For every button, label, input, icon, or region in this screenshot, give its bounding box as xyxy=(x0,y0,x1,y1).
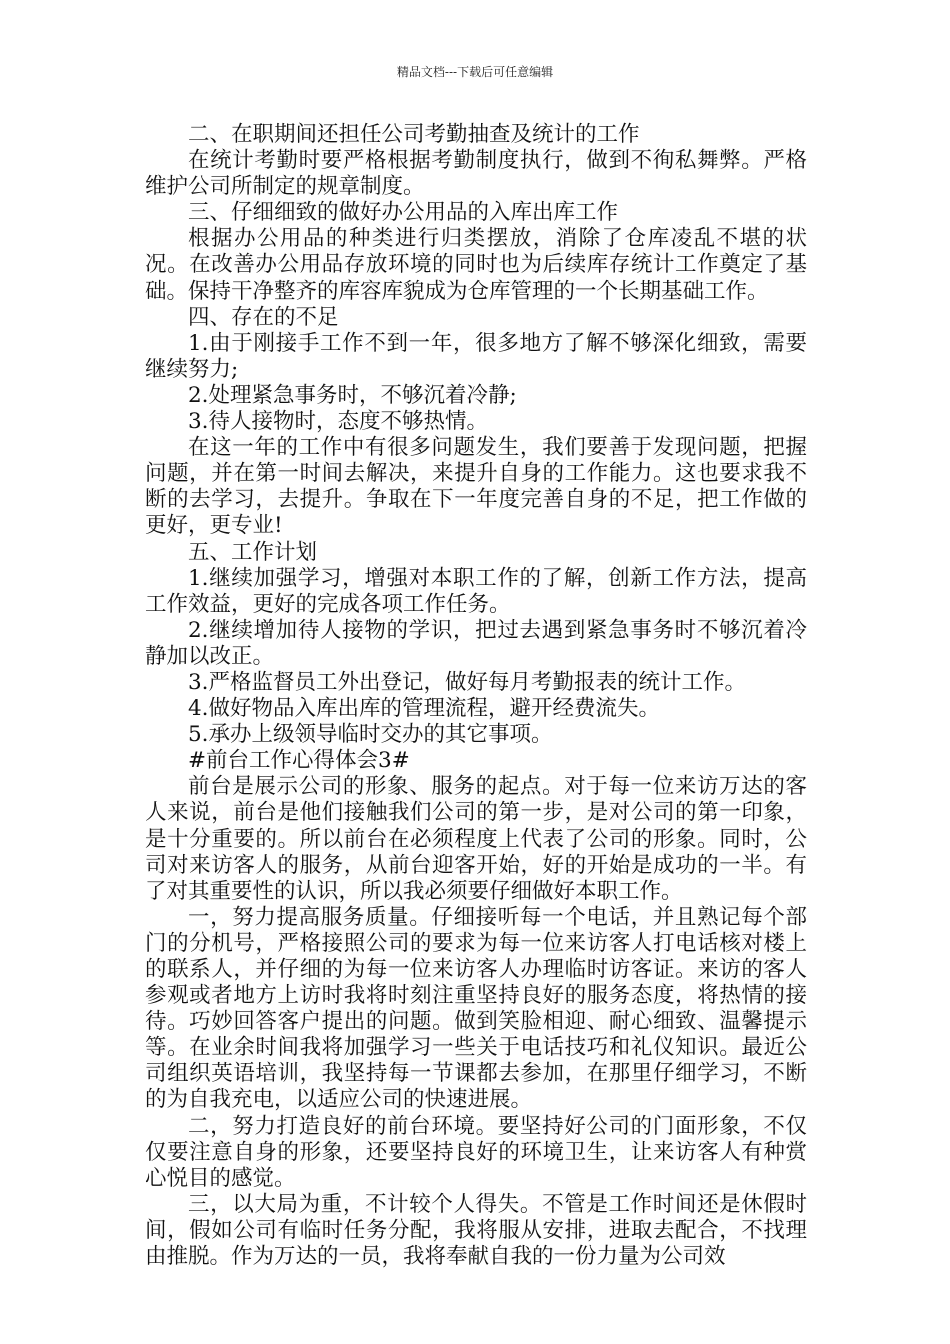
paragraph-reflection: 在这一年的工作中有很多问题发生，我们要善于发现问题，把握问题，并在第一时间去解决，来提升自身的工作能力。这也要求我不断的去学习，去提升。争取在下一年度完善自身的不足，把工作做的更好，更专业! xyxy=(145,435,807,539)
list-item-shortcoming-2: 2.处理紧急事务时，不够沉着冷静; xyxy=(188,382,517,408)
section-heading-supplies: 三、仔细细致的做好办公用品的入库出库工作 xyxy=(188,200,619,226)
section-heading-plan: 五、工作计划 xyxy=(188,539,318,565)
list-item-plan-4: 4.做好物品入库出库的管理流程，避开经费流失。 xyxy=(188,696,661,722)
section-heading-attendance: 二、在职期间还担任公司考勤抽查及统计的工作 xyxy=(188,122,640,147)
list-item-plan-2: 2.继续增加待人接物的学识，把过去遇到紧急事务时不够沉着冷静加以改正。 xyxy=(145,617,807,669)
document-body xyxy=(145,122,807,1270)
paragraph-big-picture: 三，以大局为重，不计较个人得失。不管是工作时间还是休假时间，假如公司有临时任务分配，我将服从安排，进取去配合，不找理由推脱。作为万达的一员，我将奉献自我的一份力量为公司效 xyxy=(145,1191,807,1270)
list-item-plan-3: 3.严格监督员工外出登记，做好每月考勤报表的统计工作。 xyxy=(188,669,747,695)
paragraph-service-quality: 一，努力提高服务质量。仔细接听每一个电话，并且熟记每个部门的分机号，严格接照公司的要求为每一位来访客人打电话核对楼上的联系人，并仔细的为每一位来访客人办理临时访客证。来访的客人参观或者地方上访时我将时刻注重坚持良好的服务态度，将热情的接待。巧妙回答客户提出的问题。做到笑脸相迎、耐心细致、温馨提示等。在业余时间我将加强学习一些关于电话技巧和礼仪知识。最近公司组织英语培训，我坚持每一节课都去参加，在那里仔细学习，不断的为自我充电，以适应公司的快速进展。 xyxy=(145,904,807,1113)
list-item-plan-5: 5.承办上级领导临时交办的其它事项。 xyxy=(188,722,553,748)
section-heading-shortcomings: 四、存在的不足 xyxy=(188,304,339,330)
article-heading: #前台工作心得体会3# xyxy=(188,748,410,774)
paragraph-supplies: 根据办公用品的种类进行归类摆放，消除了仓库凌乱不堪的状况。在改善办公用品存放环境的同时也为后续库存统计工作奠定了基础。保持干净整齐的库容库貌成为仓库管理的一个长期基础工作。 xyxy=(145,226,807,304)
paragraph-environment: 二，努力打造良好的前台环境。要坚持好公司的门面形象，不仅仅要注意自身的形象，还要坚持良好的环境卫生，让来访客人有种赏心悦目的感觉。 xyxy=(145,1113,807,1191)
paragraph-attendance: 在统计考勤时要严格根据考勤制度执行，做到不徇私舞弊。严格维护公司所制定的规章制度。 xyxy=(145,148,807,200)
paragraph-intro: 前台是展示公司的形象、服务的起点。对于每一位来访万达的客人来说，前台是他们接触我们公司的第一步，是对公司的第一印象，是十分重要的。所以前台在必须程度上代表了公司的形象。同时，公司对来访客人的服务，从前台迎客开始，好的开始是成功的一半。有了对其重要性的认识，所以我必须要仔细做好本职工作。 xyxy=(145,774,807,904)
list-item-plan-1: 1.继续加强学习，增强对本职工作的了解，创新工作方法，提高工作效益，更好的完成各项工作任务。 xyxy=(145,565,807,617)
list-item-shortcoming-1: 1.由于刚接手工作不到一年，很多地方了解不够深化细致，需要继续努力; xyxy=(145,330,807,382)
list-item-shortcoming-3: 3.待人接物时，态度不够热情。 xyxy=(188,409,489,435)
page-header: 精品文档---下载后可任意编辑 xyxy=(396,65,554,79)
